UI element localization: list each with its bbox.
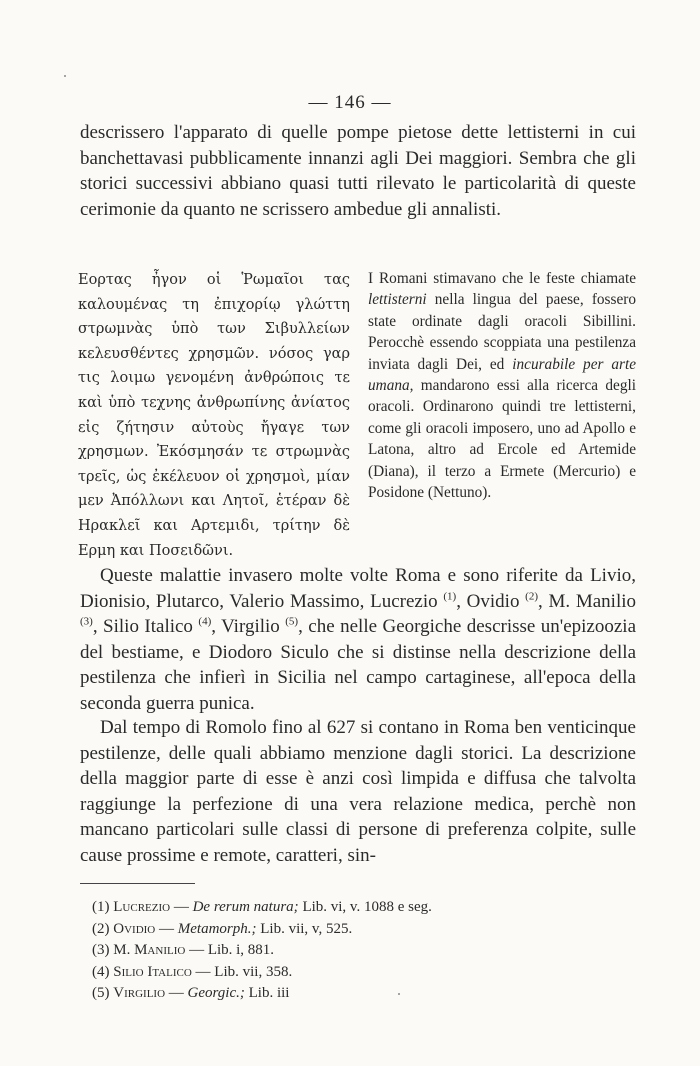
footnote-work: Georgic.; — [187, 985, 245, 1001]
footnote-number: (1) — [92, 899, 110, 915]
translation-term: lettisterni — [368, 291, 427, 309]
footnote-work: De rerum natura; — [192, 899, 299, 915]
footnote-number: (5) — [92, 985, 110, 1001]
footnote — [92, 962, 612, 984]
scan-speck — [64, 75, 66, 77]
footnote-reference: Lib. vii, 358. — [214, 963, 293, 980]
paragraph-text: Queste malattie invasero molte volte Roma e sono riferite da Livio, Dionisio, Plutarco, Valerio Massimo, Lucrezio — [80, 565, 636, 612]
footnote-separator: — — [165, 985, 188, 1001]
body-paragraph — [80, 563, 636, 717]
paragraph-text: , Silio Italico — [92, 616, 199, 638]
paragraph-text: , che nelle Georgiche descrisse un'epizoozia del bestiame, e Diodoro Siculo che si distinse nella descrizione della pestilenza che infierì in Sicilia nel campo cartaginese, all'epoca della seconda guerra punica. — [80, 616, 637, 714]
footnote-separator: — — [170, 899, 193, 915]
paragraph-text: , M. Manilio — [538, 590, 637, 612]
footnote-ref: (3) — [80, 615, 93, 628]
footnote-work: Metamorph.; — [177, 920, 257, 937]
footnote-author: Lucrezio — [113, 899, 171, 915]
footnote-ref: (5) — [285, 615, 299, 628]
footnote-reference: Lib. iii — [244, 985, 290, 1001]
footnote-reference: Lib. vi, v. 1088 e seg. — [298, 899, 432, 915]
translation-text: nella lingua del paese, fossero state ordinate dagli oracoli Sibillini. Perocchè essendo scoppiata una pestilenza inviata dagli Dei, ed — [368, 291, 636, 373]
page-number: — 146 — — [308, 92, 392, 113]
footnote-author: M. Manilio — [113, 942, 186, 958]
intro-paragraph: descrissero l'apparato di quelle pompe pietose dette lettisterni in cui banchettavasi pubblicamente innanzi agli Dei maggiori. Sembra che gli storici successivi abbiano quasi tutti rilevato le particolarità di queste cerimonie da quanto ne scrissero ambedue gli annalisti. — [80, 122, 636, 220]
footnote-author: Ovidio — [113, 920, 156, 937]
body-paragraph: Dal tempo di Romolo fino al 627 si contano in Roma ben venticinque pestilenze, delle quali abbiamo menzione dagli storici. La descrizione della maggior parte di esse è anzi così limpida e diffusa che talvolta raggiunge la perfezione di una vera relazione medica, perchè non mancano particolari sulle classi di persone di preferenza colpite, sulle cause prossime e remote, caratteri, sin- — [80, 717, 636, 866]
footnotes — [92, 897, 612, 1005]
italian-translation — [368, 268, 636, 503]
footnote — [92, 919, 612, 941]
footnote — [92, 983, 612, 1005]
footnote-reference: Lib. vii, v, 525. — [256, 920, 353, 937]
footnote-divider — [80, 883, 195, 884]
greek-quote: Εορτας ἦγον οἱ Ῥωμαῖοι τας καλουμένας τη ἐπιχορίῳ γλώττη στρωμνὰς ὑπὸ των Σιβυλλείων κελευσθέντες χρησμῶν. νόσος γαρ τις λοιμω γενομένη ἀνθρώποις τε καὶ ὑπὸ τεχνης ἀνθρωπίνης ἀνίατος εἰς ζήτησιν αὐτοὺς ἤγαγε των χρησμων. Ἐκόσμησάν τε στρωμνὰς τρεῖς, ὡς ἐκέλευον οἱ χρησμοὶ, μίαν μεν Ἀπόλλωνι και Λητοῖ, ἑτέραν δὲ Ηρακλεῖ και Αρτεμιδι, τρίτην δὲ Ερμη και Ποσειδῶνι. — [78, 272, 350, 559]
footnote — [92, 940, 612, 962]
footnote-number: (2) — [92, 920, 110, 937]
paragraph-text: , Virgilio — [211, 616, 286, 638]
translation-text: I Romani stimavano che le feste chiamate — [368, 270, 636, 287]
footnote-ref: (2) — [525, 590, 538, 603]
footnote-number: (3) — [92, 942, 110, 958]
footnote-separator: — — [155, 920, 178, 937]
footnote-reference: Lib. i, 881. — [207, 942, 275, 958]
translation-term: incurabile per arte umana, — [368, 355, 636, 395]
translation-text: mandarono essi alla ricerca degli oracoli. Ordinarono quindi tre lettisterni, come gli oracoli imposero, uno ad Apollo e Latona, altro ad Ercole ed Artemide (Diana), il terzo a Ermete (Mercurio) e Posidone (Nettuno). — [368, 377, 636, 502]
paragraph-text: , Ovidio — [456, 590, 526, 612]
footnote-ref: (1) — [443, 590, 457, 603]
footnote-number: (4) — [92, 963, 110, 980]
footnote-separator: — — [185, 942, 208, 958]
footnote-author: Silio Italico — [113, 963, 192, 980]
footnote-ref: (4) — [198, 615, 212, 628]
footnote-author: Virgilio — [113, 985, 166, 1001]
footnote-separator: — — [191, 963, 215, 980]
footnote — [92, 897, 612, 919]
